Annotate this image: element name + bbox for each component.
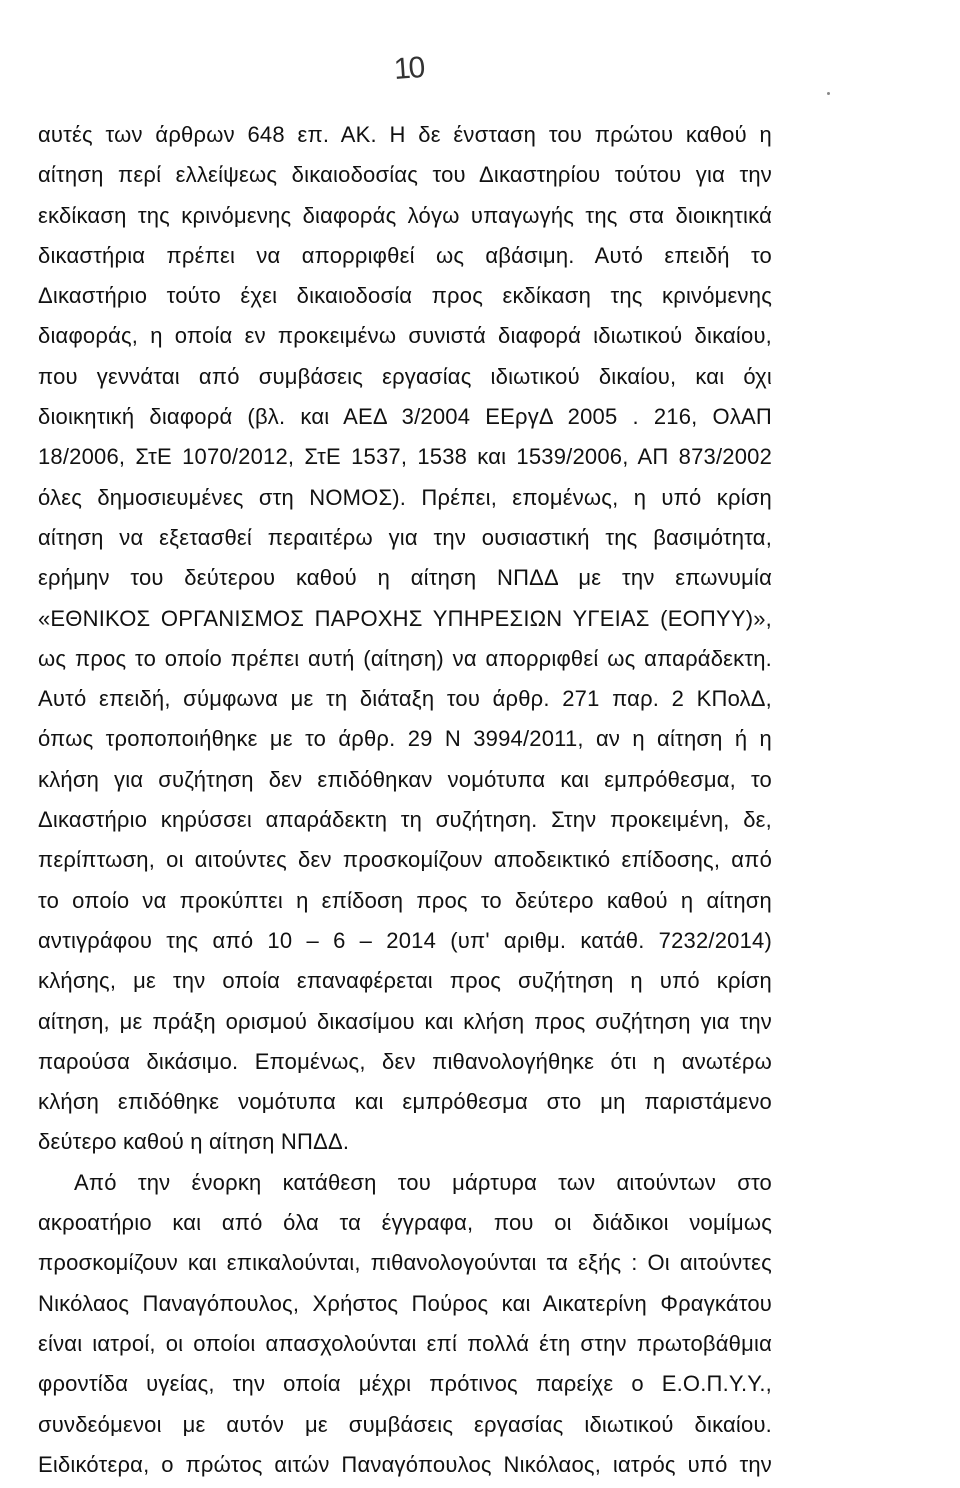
- text-line-21: αντιγράφου της από 10 – 6 – 2014 (υπ' αριθμ. κατάθ. 7232/2014): [38, 927, 772, 953]
- text-line-8: διοικητική διαφορά (βλ. και ΑΕΔ 3/2004 ΕΕργΔ 2005 . 216, ΟλΑΠ: [38, 404, 772, 430]
- text-line-1: αυτές των άρθρων 648 επ. ΑΚ. Η δε ένσταση του πρώτου καθού η: [38, 122, 772, 147]
- handwritten-page-number: 10: [392, 51, 425, 86]
- text-line-25: κλήση επιδόθηκε νομότυπα και εμπρόθεσμα στο μη παριστάμενο: [38, 1089, 772, 1115]
- text-line-34: Ειδικότερα, ο πρώτος αιτών Παναγόπουλος Νικόλαος, ιατρός υπό την: [38, 1451, 772, 1477]
- text-line-27: Από την ένορκη κατάθεση του μάρτυρα των αιτούντων στο: [74, 1169, 772, 1195]
- text-line-24: παρούσα δικάσιμο. Επομένως, δεν πιθανολογήθηκε ότι η ανωτέρω: [38, 1048, 772, 1074]
- text-line-31: είναι ιατροί, οι οποίοι απασχολούνται επί πολλά έτη στην πρωτοβάθμια: [38, 1330, 772, 1356]
- text-line-7: που γεννάται από συμβάσεις εργασίας ιδιωτικού δικαίου, και όχι: [38, 363, 772, 389]
- text-line-26: δεύτερο καθού η αίτηση ΝΠΔΔ.: [38, 1129, 350, 1155]
- text-line-33: συνδεόμενοι με αυτόν με συμβάσεις εργασίας ιδιωτικού δικαίου.: [38, 1411, 772, 1437]
- text-line-10: όλες δημοσιευμένες στη ΝΟΜΟΣ). Πρέπει, επομένως, η υπό κρίση: [38, 484, 772, 510]
- text-line-19: περίπτωση, οι αιτούντες δεν προσκομίζουν αποδεικτικό επίδοσης, από: [38, 847, 772, 873]
- text-line-17: κλήση για συζήτηση δεν επιδόθηκαν νομότυπα και εμπρόθεσμα, το: [38, 766, 772, 792]
- text-line-32: φροντίδα υγείας, την οποία μέχρι πρότινος παρείχε ο Ε.Ο.Π.Υ.Υ.,: [38, 1371, 772, 1397]
- text-line-30: Νικόλαος Παναγόπουλος, Χρήστος Πούρος και Αικατερίνη Φραγκάτου: [38, 1290, 772, 1316]
- text-line-6: διαφοράς, η οποία εν προκειμένω συνιστά διαφορά ιδιωτικού δικαίου,: [38, 323, 772, 349]
- text-line-28: ακροατήριο και από όλα τα έγγραφα, που οι διάδικοι νομίμως: [38, 1210, 772, 1236]
- text-line-13: «ΕΘΝΙΚΟΣ ΟΡΓΑΝΙΣΜΟΣ ΠΑΡΟΧΗΣ ΥΠΗΡΕΣΙΩΝ ΥΓΕΙΑΣ (ΕΟΠΥΥ)»,: [38, 605, 772, 631]
- text-line-11: αίτηση να εξετασθεί περαιτέρω για την ουσιαστική της βασιμότητα,: [38, 524, 772, 550]
- document-body: [38, 118, 772, 1488]
- text-line-23: αίτηση, με πράξη ορισμού δικασίμου και κλήση προς συζήτηση για την: [38, 1008, 772, 1034]
- text-line-12: ερήμην του δεύτερου καθού η αίτηση ΝΠΔΔ με την επωνυμία: [38, 565, 772, 591]
- text-line-16: όπως τροποποιήθηκε με το άρθρ. 29 Ν 3994/2011, αν η αίτηση ή η: [38, 726, 772, 752]
- text-line-2: αίτηση περί ελλείψεως δικαιοδοσίας του Δικαστηρίου τούτου για την: [38, 162, 772, 188]
- text-line-4: δικαστήρια πρέπει να απορριφθεί ως αβάσιμη. Αυτό επειδή το: [38, 242, 772, 268]
- text-line-20: το οποίο να προκύπτει η επίδοση προς το δεύτερο καθού η αίτηση: [38, 887, 772, 913]
- text-line-15: Αυτό επειδή, σύμφωνα με τη διάταξη του άρθρ. 271 παρ. 2 ΚΠολΔ,: [38, 686, 772, 712]
- text-line-29: προσκομίζουν και επικαλούνται, πιθανολογούνται τα εξής : Οι αιτούντες: [38, 1250, 772, 1276]
- scan-speck: [827, 92, 830, 95]
- text-line-5: Δικαστήριο τούτο έχει δικαιοδοσία προς εκδίκαση της κρινόμενης: [38, 283, 772, 309]
- text-line-14: ως προς το οποίο πρέπει αυτή (αίτηση) να απορριφθεί ως απαράδεκτη.: [38, 645, 772, 671]
- text-line-3: εκδίκαση της κρινόμενης διαφοράς λόγω υπαγωγής της στα διοικητικά: [38, 202, 772, 228]
- text-line-9: 18/2006, ΣτΕ 1070/2012, ΣτΕ 1537, 1538 και 1539/2006, ΑΠ 873/2002: [38, 444, 772, 470]
- text-line-18: Δικαστήριο κηρύσσει απαράδεκτη τη συζήτηση. Στην προκειμένη, δε,: [38, 807, 772, 833]
- text-line-22: κλήσης, με την οποία επαναφέρεται προς συζήτηση η υπό κρίση: [38, 968, 772, 994]
